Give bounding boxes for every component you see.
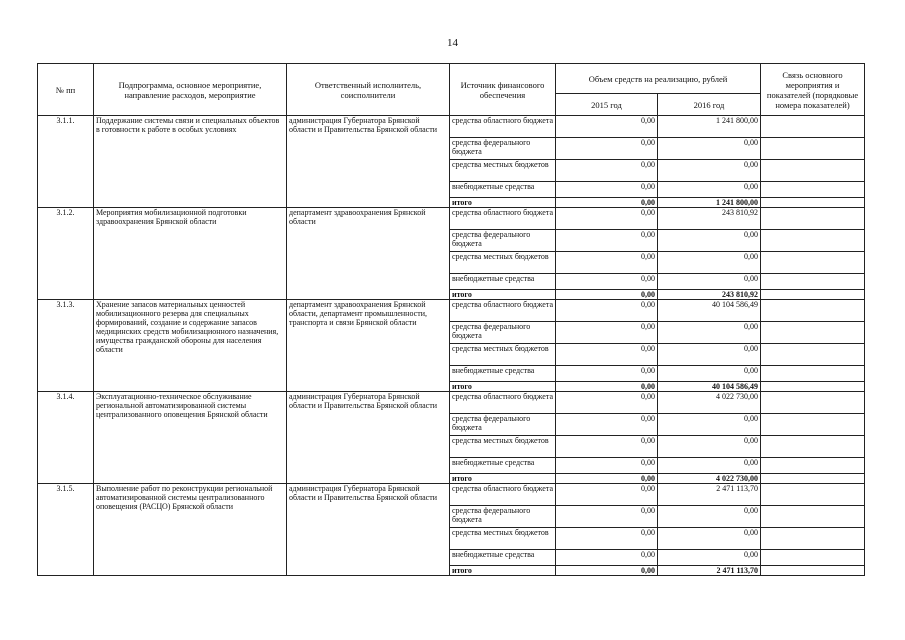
amount-2015: 0,00: [556, 382, 658, 392]
funding-source: средства местных бюджетов: [450, 252, 556, 274]
amount-2015: 0,00: [556, 252, 658, 274]
funding-source: итого: [450, 474, 556, 484]
indicator-link: [761, 208, 865, 230]
indicator-link: [761, 436, 865, 458]
executor: администрация Губернатора Брянской области и Правительства Брянской области: [287, 484, 450, 576]
indicator-link: [761, 366, 865, 382]
funding-source: внебюджетные средства: [450, 550, 556, 566]
indicator-link: [761, 506, 865, 528]
indicator-link: [761, 300, 865, 322]
executor: департамент здравоохранения Брянской области, департамент промышленности, транспорта и связи Брянской области: [287, 300, 450, 392]
amount-2016: 2 471 113,70: [658, 484, 761, 506]
amount-2016: 0,00: [658, 436, 761, 458]
amount-2016: 0,00: [658, 252, 761, 274]
page-bottom-edge: [37, 634, 864, 640]
amount-2015: 0,00: [556, 230, 658, 252]
amount-2015: 0,00: [556, 392, 658, 414]
amount-2015: 0,00: [556, 208, 658, 230]
amount-2016: 4 022 730,00: [658, 392, 761, 414]
amount-2015: 0,00: [556, 458, 658, 474]
funding-source: средства федерального бюджета: [450, 506, 556, 528]
funding-source: средства федерального бюджета: [450, 322, 556, 344]
section-number: 3.1.3.: [38, 300, 94, 392]
amount-2015: 0,00: [556, 436, 658, 458]
amount-2015: 0,00: [556, 182, 658, 198]
amount-2016: 0,00: [658, 550, 761, 566]
section-number: 3.1.5.: [38, 484, 94, 576]
indicator-link: [761, 550, 865, 566]
table-row: [38, 392, 865, 414]
amount-2016: 0,00: [658, 506, 761, 528]
funding-source: средства федерального бюджета: [450, 230, 556, 252]
funding-source: итого: [450, 382, 556, 392]
table-body: [38, 116, 865, 576]
indicator-link: [761, 528, 865, 550]
funding-source: средства областного бюджета: [450, 116, 556, 138]
funding-source: внебюджетные средства: [450, 274, 556, 290]
indicator-link: [761, 344, 865, 366]
funding-source: средства областного бюджета: [450, 300, 556, 322]
header-executor: Ответственный исполнитель, соисполнители: [287, 64, 450, 116]
amount-2016: 0,00: [658, 458, 761, 474]
indicator-link: [761, 230, 865, 252]
header-number: № пп: [38, 64, 94, 116]
amount-2015: 0,00: [556, 344, 658, 366]
header-program: Подпрограмма, основное мероприятие, направление расходов, мероприятие: [94, 64, 287, 116]
header-year-2016: 2016 год: [658, 94, 761, 116]
indicator-link: [761, 474, 865, 484]
amount-2016: 0,00: [658, 528, 761, 550]
indicator-link: [761, 484, 865, 506]
amount-2016: 1 241 800,00: [658, 116, 761, 138]
amount-2016: 0,00: [658, 230, 761, 252]
amount-2015: 0,00: [556, 116, 658, 138]
amount-2016: 40 104 586,49: [658, 382, 761, 392]
indicator-link: [761, 160, 865, 182]
amount-2015: 0,00: [556, 550, 658, 566]
indicator-link: [761, 414, 865, 436]
amount-2016: 0,00: [658, 322, 761, 344]
funding-source: итого: [450, 290, 556, 300]
activity-name: Мероприятия мобилизационной подготовки здравоохранения Брянской области: [94, 208, 287, 300]
table-row: [38, 484, 865, 506]
header-link: Связь основного мероприятия и показателей (порядковые номера показателей): [761, 64, 865, 116]
indicator-link: [761, 290, 865, 300]
amount-2015: 0,00: [556, 274, 658, 290]
financing-table: [37, 63, 865, 576]
executor: администрация Губернатора Брянской области и Правительства Брянской области: [287, 116, 450, 208]
section-number: 3.1.2.: [38, 208, 94, 300]
activity-name: Выполнение работ по реконструкции региональной автоматизированной системы централизованного оповещения (РАСЦО) Брянской области: [94, 484, 287, 576]
header-year-2015: 2015 год: [556, 94, 658, 116]
section-number: 3.1.4.: [38, 392, 94, 484]
funding-source: внебюджетные средства: [450, 458, 556, 474]
funding-source: итого: [450, 198, 556, 208]
funding-source: внебюджетные средства: [450, 366, 556, 382]
section-number: 3.1.1.: [38, 116, 94, 208]
amount-2016: 2 471 113,70: [658, 566, 761, 576]
funding-source: средства федерального бюджета: [450, 414, 556, 436]
amount-2016: 0,00: [658, 414, 761, 436]
amount-2015: 0,00: [556, 160, 658, 182]
indicator-link: [761, 138, 865, 160]
amount-2015: 0,00: [556, 414, 658, 436]
table-row: [38, 116, 865, 138]
amount-2016: 4 022 730,00: [658, 474, 761, 484]
amount-2016: 0,00: [658, 344, 761, 366]
table-row: [38, 208, 865, 230]
amount-2016: 0,00: [658, 138, 761, 160]
funding-source: средства областного бюджета: [450, 208, 556, 230]
indicator-link: [761, 274, 865, 290]
funding-source: средства местных бюджетов: [450, 436, 556, 458]
indicator-link: [761, 198, 865, 208]
indicator-link: [761, 182, 865, 198]
amount-2015: 0,00: [556, 366, 658, 382]
funding-source: средства областного бюджета: [450, 392, 556, 414]
indicator-link: [761, 382, 865, 392]
amount-2015: 0,00: [556, 198, 658, 208]
indicator-link: [761, 566, 865, 576]
funding-source: средства федерального бюджета: [450, 138, 556, 160]
amount-2015: 0,00: [556, 528, 658, 550]
amount-2016: 0,00: [658, 366, 761, 382]
indicator-link: [761, 392, 865, 414]
amount-2016: 1 241 800,00: [658, 198, 761, 208]
amount-2015: 0,00: [556, 474, 658, 484]
activity-name: Эксплуатационно-техническое обслуживание региональной автоматизированной системы централизованного оповещения Брянской области: [94, 392, 287, 484]
amount-2015: 0,00: [556, 484, 658, 506]
indicator-link: [761, 458, 865, 474]
page-number: 14: [447, 37, 458, 49]
amount-2016: 243 810,92: [658, 290, 761, 300]
amount-2015: 0,00: [556, 300, 658, 322]
amount-2016: 40 104 586,49: [658, 300, 761, 322]
amount-2016: 0,00: [658, 160, 761, 182]
funding-source: средства местных бюджетов: [450, 344, 556, 366]
executor: департамент здравоохранения Брянской области: [287, 208, 450, 300]
indicator-link: [761, 322, 865, 344]
indicator-link: [761, 116, 865, 138]
amount-2016: 0,00: [658, 274, 761, 290]
amount-2016: 0,00: [658, 182, 761, 198]
activity-name: Хранение запасов материальных ценностей мобилизационного резерва для специальных формирований, создание и содержание запасов медицинских средств мобилизационного назначения, имущества гражданской обороны для населения области: [94, 300, 287, 392]
amount-2015: 0,00: [556, 290, 658, 300]
amount-2015: 0,00: [556, 506, 658, 528]
indicator-link: [761, 252, 865, 274]
funding-source: внебюджетные средства: [450, 182, 556, 198]
amount-2015: 0,00: [556, 322, 658, 344]
header-source: Источник финансового обеспечения: [450, 64, 556, 116]
funding-source: итого: [450, 566, 556, 576]
amount-2015: 0,00: [556, 138, 658, 160]
activity-name: Поддержание системы связи и специальных объектов в готовности к работе в особых условиях: [94, 116, 287, 208]
amount-2016: 243 810,92: [658, 208, 761, 230]
executor: администрация Губернатора Брянской области и Правительства Брянской области: [287, 392, 450, 484]
funding-source: средства областного бюджета: [450, 484, 556, 506]
amount-2015: 0,00: [556, 566, 658, 576]
header-amount: Объем средств на реализацию, рублей: [556, 64, 761, 94]
funding-source: средства местных бюджетов: [450, 160, 556, 182]
funding-source: средства местных бюджетов: [450, 528, 556, 550]
table-row: [38, 300, 865, 322]
